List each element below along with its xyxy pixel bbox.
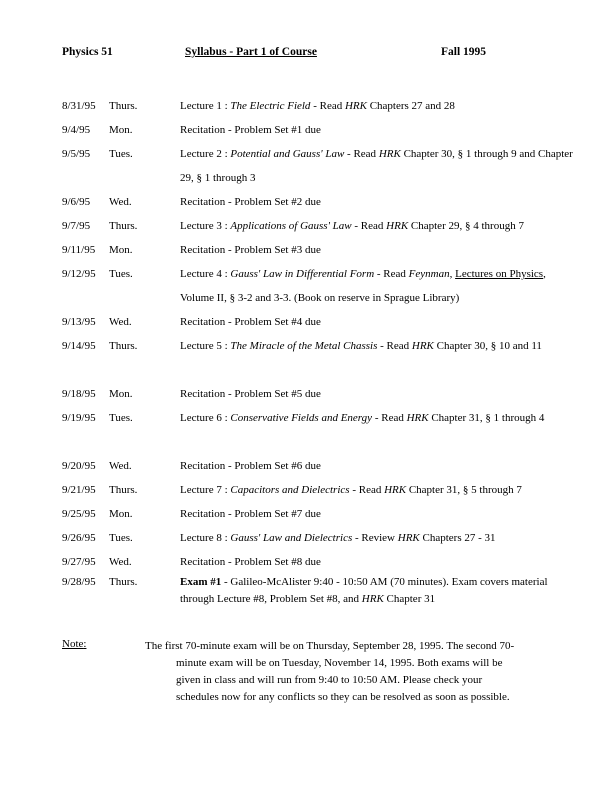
book-title: Lectures on Physics <box>455 268 544 280</box>
row-day: Tues. <box>109 532 133 544</box>
row-day: Thurs. <box>109 100 138 112</box>
row-description <box>180 382 580 406</box>
lecture-number: Lecture 6 : <box>180 412 231 424</box>
lecture-topic: The Electric Field <box>230 100 311 112</box>
row-description <box>180 118 580 142</box>
recitation-text: Recitation - Problem Set #7 due <box>180 508 321 520</box>
lecture-topic: Applications of Gauss' Law <box>230 220 352 232</box>
note-body: The first 70-minute exam will be on Thursday, September 28, 1995. The second 70- minute exam will be on Tuesday, November 14, 1995. Both exams will be given in class and will run from 9:40 to 10:50 AM. Please check your schedules now for any conflicts so they can be resolved as soon as possible. <box>145 640 515 703</box>
row-date: 9/27/95 <box>62 556 96 568</box>
row-day: Thurs. <box>109 576 138 588</box>
reading-ref: Chapter 31, § 5 through 7 <box>408 484 522 496</box>
row-description <box>180 214 580 238</box>
row-description <box>180 334 580 358</box>
lecture-number: Lecture 2 : <box>180 148 231 160</box>
row-date: 9/28/95 <box>62 576 96 588</box>
row-day: Tues. <box>109 412 133 424</box>
book-ref: HRK <box>406 412 429 424</box>
row-day: Wed. <box>109 460 132 472</box>
row-day: Mon. <box>109 508 133 520</box>
lecture-number: Lecture 7 : <box>180 484 231 496</box>
row-date: 9/19/95 <box>62 412 96 424</box>
row-description <box>180 238 580 262</box>
row-description <box>180 454 580 478</box>
row-description <box>180 502 580 526</box>
row-day: Thurs. <box>109 484 138 496</box>
row-description <box>180 526 580 550</box>
lecture-topic: Gauss' Law in Differential Form <box>230 268 375 280</box>
recitation-text: Recitation - Problem Set #5 due <box>180 388 321 400</box>
lecture-topic: Capacitors and Dielectrics <box>230 484 350 496</box>
row-date: 9/14/95 <box>62 340 96 352</box>
row-date: 9/21/95 <box>62 484 96 496</box>
row-date: 9/12/95 <box>62 268 96 280</box>
reading-ref: Chapter 30, § 10 and 11 <box>436 340 542 352</box>
exam-label: Exam #1 <box>180 576 222 588</box>
row-date: 9/11/95 <box>62 244 96 256</box>
reading-ref: Chapter 29, § 4 through 7 <box>410 220 524 232</box>
exam-details: - Galileo-McAlister 9:40 - 10:50 AM (70 minutes). Exam covers material through Lecture #8, Problem Set #8, and <box>180 576 548 605</box>
row-date: 9/4/95 <box>62 124 91 136</box>
recitation-text: Recitation - Problem Set #4 due <box>180 316 321 328</box>
row-description <box>180 262 580 310</box>
row-date: 9/20/95 <box>62 460 96 472</box>
row-date: 9/5/95 <box>62 148 91 160</box>
row-date: 8/31/95 <box>62 100 96 112</box>
row-date: 9/7/95 <box>62 220 91 232</box>
reading-ref: Chapter 30, § 1 through 9 and Chapter 29, § 1 through 3 <box>180 148 573 184</box>
row-day: Tues. <box>109 268 133 280</box>
reading-verb: - Read <box>377 340 412 352</box>
row-description <box>180 406 580 430</box>
lecture-topic: Potential and Gauss' Law <box>230 148 345 160</box>
row-day: Tues. <box>109 148 133 160</box>
reading-verb: - Review <box>352 532 398 544</box>
row-date: 9/26/95 <box>62 532 96 544</box>
reading-verb: - Read <box>310 100 345 112</box>
reading-ref: , Volume II, § 3-2 and 3-3. (Book on reserve in Sprague Library) <box>180 268 546 304</box>
recitation-text: Recitation - Problem Set #6 due <box>180 460 321 472</box>
document-title: Syllabus - Part 1 of Course <box>185 46 317 58</box>
reading-verb: - Read <box>372 412 407 424</box>
row-description <box>180 142 580 190</box>
lecture-number: Lecture 4 : <box>180 268 231 280</box>
lecture-topic: The Miracle of the Metal Chassis <box>230 340 378 352</box>
term: Fall 1995 <box>441 46 487 58</box>
book-ref: HRK <box>384 484 407 496</box>
lecture-number: Lecture 8 : <box>180 532 231 544</box>
row-description <box>180 94 580 118</box>
reading-ref: Chapter 31 <box>386 593 436 605</box>
row-date: 9/6/95 <box>62 196 91 208</box>
note-label: Note: <box>62 638 87 650</box>
row-description <box>180 190 580 214</box>
recitation-text: Recitation - Problem Set #2 due <box>180 196 321 208</box>
book-ref: HRK <box>411 340 434 352</box>
reading-ref: Chapters 27 - 31 <box>422 532 496 544</box>
reading-ref: Chapters 27 and 28 <box>369 100 455 112</box>
book-ref: HRK <box>378 148 401 160</box>
book-ref: Feynman, <box>408 268 453 280</box>
book-ref: HRK <box>344 100 367 112</box>
reading-verb: - Read <box>351 220 387 232</box>
book-ref: HRK <box>386 220 409 232</box>
reading-verb: - Read <box>349 484 385 496</box>
book-ref: HRK <box>361 593 384 605</box>
lecture-number: Lecture 3 : <box>180 220 231 232</box>
book-ref: HRK <box>397 532 420 544</box>
row-day: Thurs. <box>109 220 138 232</box>
row-description <box>180 550 580 574</box>
row-day: Wed. <box>109 196 132 208</box>
row-day: Wed. <box>109 556 132 568</box>
lecture-topic: Gauss' Law and Dielectrics <box>230 532 353 544</box>
reading-verb: - Read <box>344 148 379 160</box>
row-day: Mon. <box>109 124 133 136</box>
row-date: 9/25/95 <box>62 508 96 520</box>
row-description <box>180 310 580 334</box>
row-day: Mon. <box>109 244 133 256</box>
row-day: Mon. <box>109 388 133 400</box>
lecture-number: Lecture 5 : <box>180 340 231 352</box>
row-date: 9/13/95 <box>62 316 96 328</box>
reading-ref: Chapter 31, § 1 through 4 <box>431 412 545 424</box>
lecture-topic: Conservative Fields and Energy <box>230 412 373 424</box>
recitation-text: Recitation - Problem Set #3 due <box>180 244 321 256</box>
row-description <box>180 478 580 502</box>
recitation-text: Recitation - Problem Set #8 due <box>180 556 321 568</box>
row-day: Wed. <box>109 316 132 328</box>
row-day: Thurs. <box>109 340 138 352</box>
recitation-text: Recitation - Problem Set #1 due <box>180 124 321 136</box>
course-name: Physics 51 <box>62 46 113 58</box>
row-date: 9/18/95 <box>62 388 96 400</box>
reading-verb: - Read <box>374 268 409 280</box>
row-description <box>180 574 580 608</box>
lecture-number: Lecture 1 : <box>180 100 231 112</box>
